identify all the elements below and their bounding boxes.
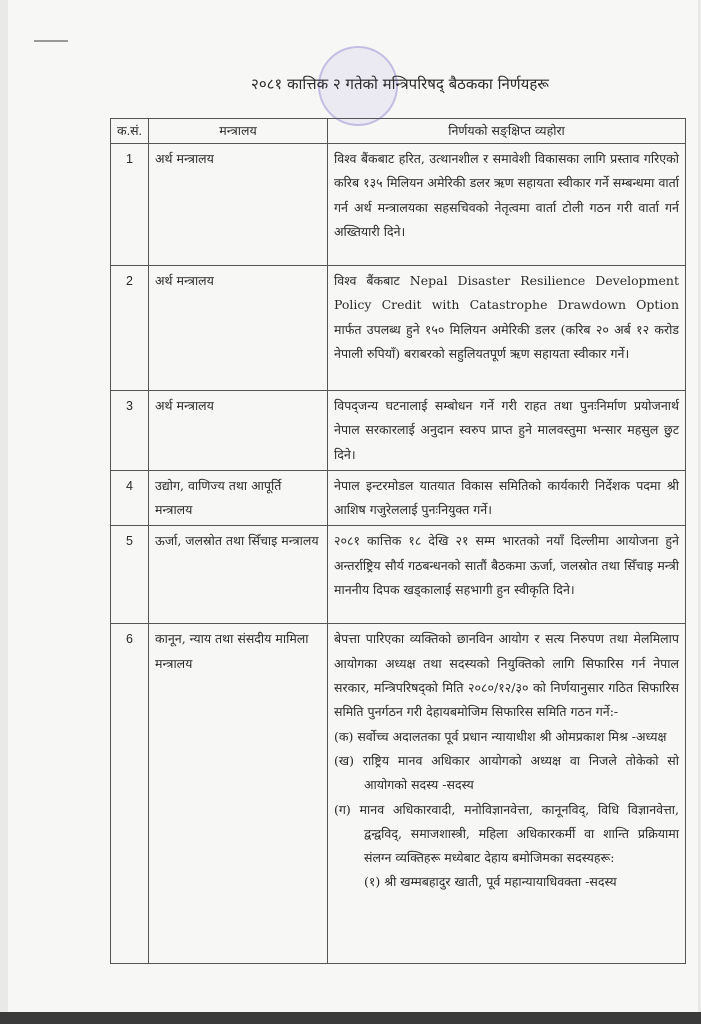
row-decision: नेपाल इन्टरमोडल यातयात विकास समितिको कार्यकारी निर्देशक पदमा श्री आशिष गजुरेललाई पुनःनियुक्त गर्ने। (328, 470, 686, 526)
row-decision: बेपत्ता पारिएका व्यक्तिको छानविन आयोग र सत्य निरुपण तथा मेलमिलाप आयोगका अध्यक्ष तथा सदस्यको नियुक्तिको लागि सिफारिस गर्न नेपाल सरकार, मन्त्रिपरिषद्को मिति २०८०/१२/३० को निर्णयानुसार गठित सिफारिस समिति पुनर्गठन गरी देहायबमोजिम सिफारिस समिति गठन गर्ने:- (334, 631, 679, 720)
committee-item: (ख) राष्ट्रिय मानव अधिकार आयोगको अध्यक्ष वा निजले तोकेको सो आयोगको सदस्य -सदस्य (334, 752, 679, 793)
table-row (111, 391, 686, 471)
row-decision: विश्व बैंकबाट हरित, उत्थानशील र समावेशी विकासका लागि प्रस्ताव गरिएको करिब १३५ मिलियन अमेरिकी डलर ऋण सहायता स्वीकार गर्ने सम्बन्धमा वार्ता गर्न अर्थ मन्त्रालयका सहसचिवको नेतृत्वमा वार्ता टोली गठन गरी वार्ता गर्न अख्तियारी दिने। (328, 144, 686, 266)
header-serial: क.सं. (111, 119, 149, 144)
table-row (111, 526, 686, 624)
row-serial: 6 (111, 624, 149, 964)
row-decision: २०८१ कात्तिक १८ देखि २१ सम्म भारतको नयाँ दिल्लीमा आयोजना हुने अन्तर्राष्ट्रिय सौर्य गठबन्धनको सातौं बैठकमा ऊर्जा, जलस्रोत तथा सिँचाइ मन्त्री माननीय दिपक खड्कालाई सहभागी हुन स्वीकृति दिने। (328, 526, 686, 624)
row-serial: 2 (111, 266, 149, 391)
decisions-table (110, 118, 686, 964)
row-decision: विश्व बैंकबाट Nepal Disaster Resilience Development Policy Credit with Catastrophe Drawdown Option मार्फत उपलब्ध हुने १५० मिलियन अमेरिकी डलर (करिब २० अर्ब १२ करोड नेपाली रुपियाँ) बराबरको सहुलियतपूर्ण ऋण सहायता स्वीकार गर्ने। (328, 266, 686, 391)
committee-item: (क) सर्वोच्च अदालतका पूर्व प्रधान न्यायाधीश श्री ओमप्रकाश मिश्र -अध्यक्ष (334, 728, 667, 744)
row-decision: विपद्जन्य घटनालाई सम्बोधन गर्ने गरी राहत तथा पुनःनिर्माण प्रयोजनार्थ नेपाल सरकारलाई अनुदान स्वरुप प्राप्त हुने मालवस्तुमा भन्सार महसुल छुट दिने। (328, 391, 686, 471)
table-row (111, 624, 686, 964)
document-title: २०८१ कात्तिक २ गतेको मन्त्रिपरिषद् बैठकका निर्णयहरू (251, 75, 549, 93)
table-row (111, 144, 686, 266)
header-decision: निर्णयको सङ्क्षिप्त व्यहोरा (328, 119, 686, 144)
committee-item: (ग) मानव अधिकारवादी, मनोविज्ञानवेत्ता, कानूनविद्, विधि विज्ञानवेत्ता, द्वन्द्वविद्, समाजशास्त्री, महिला अधिकारकर्मी वा शान्ति प्रक्रियामा संलग्न व्यक्तिहरू मध्येबाट देहाय बमोजिमका सदस्यहरू: (334, 801, 679, 866)
row-serial: 3 (111, 391, 149, 471)
row-serial: 5 (111, 526, 149, 624)
scan-mark (34, 40, 68, 42)
row-ministry: अर्थ मन्त्रालय (149, 266, 328, 391)
row-serial: 4 (111, 470, 149, 526)
row-ministry: कानून, न्याय तथा संसदीय मामिला मन्त्रालय (149, 624, 328, 964)
row-ministry: उद्योग, वाणिज्य तथा आपूर्ति मन्त्रालय (149, 470, 328, 526)
committee-subitem: (१) श्री खम्मबहादुर खाती, पूर्व महान्यायाधिवक्ता -सदस्य (364, 874, 617, 890)
scan-edge (0, 1012, 701, 1024)
table-header-row (111, 119, 686, 144)
table-row (111, 470, 686, 526)
row-ministry: ऊर्जा, जलस्रोत तथा सिँचाइ मन्त्रालय (149, 526, 328, 624)
table-row (111, 266, 686, 391)
row-decision-cell (328, 624, 686, 964)
row-serial: 1 (111, 144, 149, 266)
row-ministry: अर्थ मन्त्रालय (149, 144, 328, 266)
row-ministry: अर्थ मन्त्रालय (149, 391, 328, 471)
header-ministry: मन्त्रालय (149, 119, 328, 144)
